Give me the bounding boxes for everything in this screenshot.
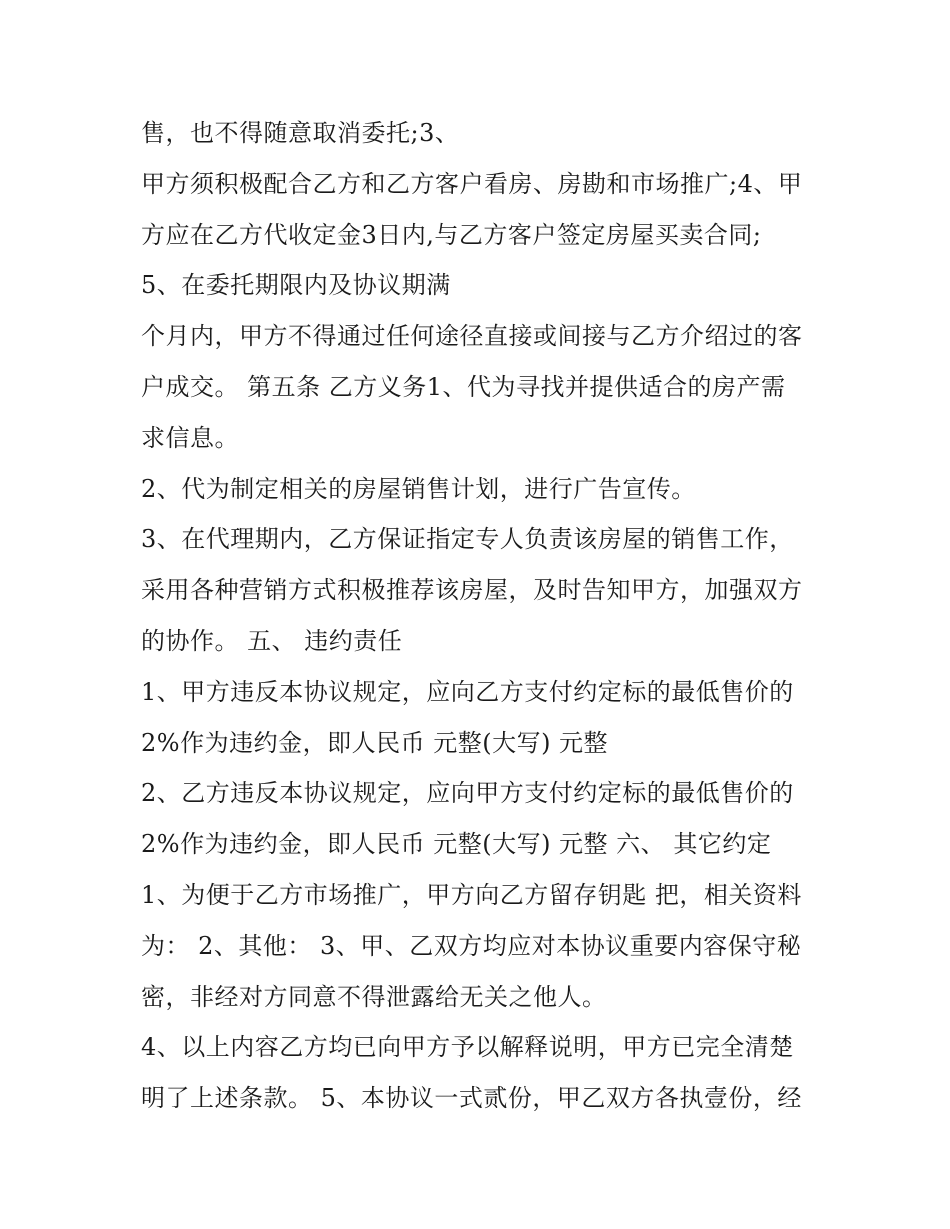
document-line: 采用各种营销方式积极推荐该房屋，及时告知甲方，加强双方 [141,576,803,605]
document-line: 1、为便于乙方市场推广，甲方向乙方留存钥匙 把，相关资料 [141,880,802,909]
document-line: 4、以上内容乙方均已向甲方予以解释说明，甲方已完全清楚 [141,1033,794,1062]
document-line: 2%作为违约金，即人民币 元整(大写) 元整 [141,728,609,757]
document-line: 2、乙方违反本协议规定，应向甲方支付约定标的最低售价的 [141,779,794,808]
document-line: 2%作为违约金，即人民币 元整(大写) 元整 六、 其它约定 [141,830,772,859]
document-line: 户成交。 第五条 乙方义务1、代为寻找并提供适合的房产需 [141,372,786,401]
document-line: 求信息。 [141,423,239,452]
document-line: 甲方须积极配合乙方和乙方客户看房、房勘和市场推广;4、甲 [141,169,803,198]
document-line: 密，非经对方同意不得泄露给无关之他人。 [141,982,607,1011]
document-line: 3、在代理期内，乙方保证指定专人负责该房屋的销售工作， [141,525,794,554]
document-line: 个月内，甲方不得通过任何途径直接或间接与乙方介绍过的客 [141,322,803,351]
document-line: 方应在乙方代收定金3日内,与乙方客户签定房屋买卖合同; [141,220,762,249]
document-line: 1、甲方违反本协议规定，应向乙方支付约定标的最低售价的 [141,677,794,706]
document-line: 5、在委托期限内及协议期满 [141,271,451,300]
document-line: 的协作。 五、 违约责任 [141,626,403,655]
document-line: 为： 2、其他： 3、甲、乙双方均应对本协议重要内容保守秘 [141,931,802,960]
document-body [141,108,831,1124]
document-line: 售，也不得随意取消委托;3、 [141,119,460,147]
document-line: 2、代为制定相关的房屋销售计划，进行广告宣传。 [141,474,696,503]
document-line: 明了上述条款。 5、本协议一式贰份，甲乙双方各执壹份，经 [141,1084,802,1113]
